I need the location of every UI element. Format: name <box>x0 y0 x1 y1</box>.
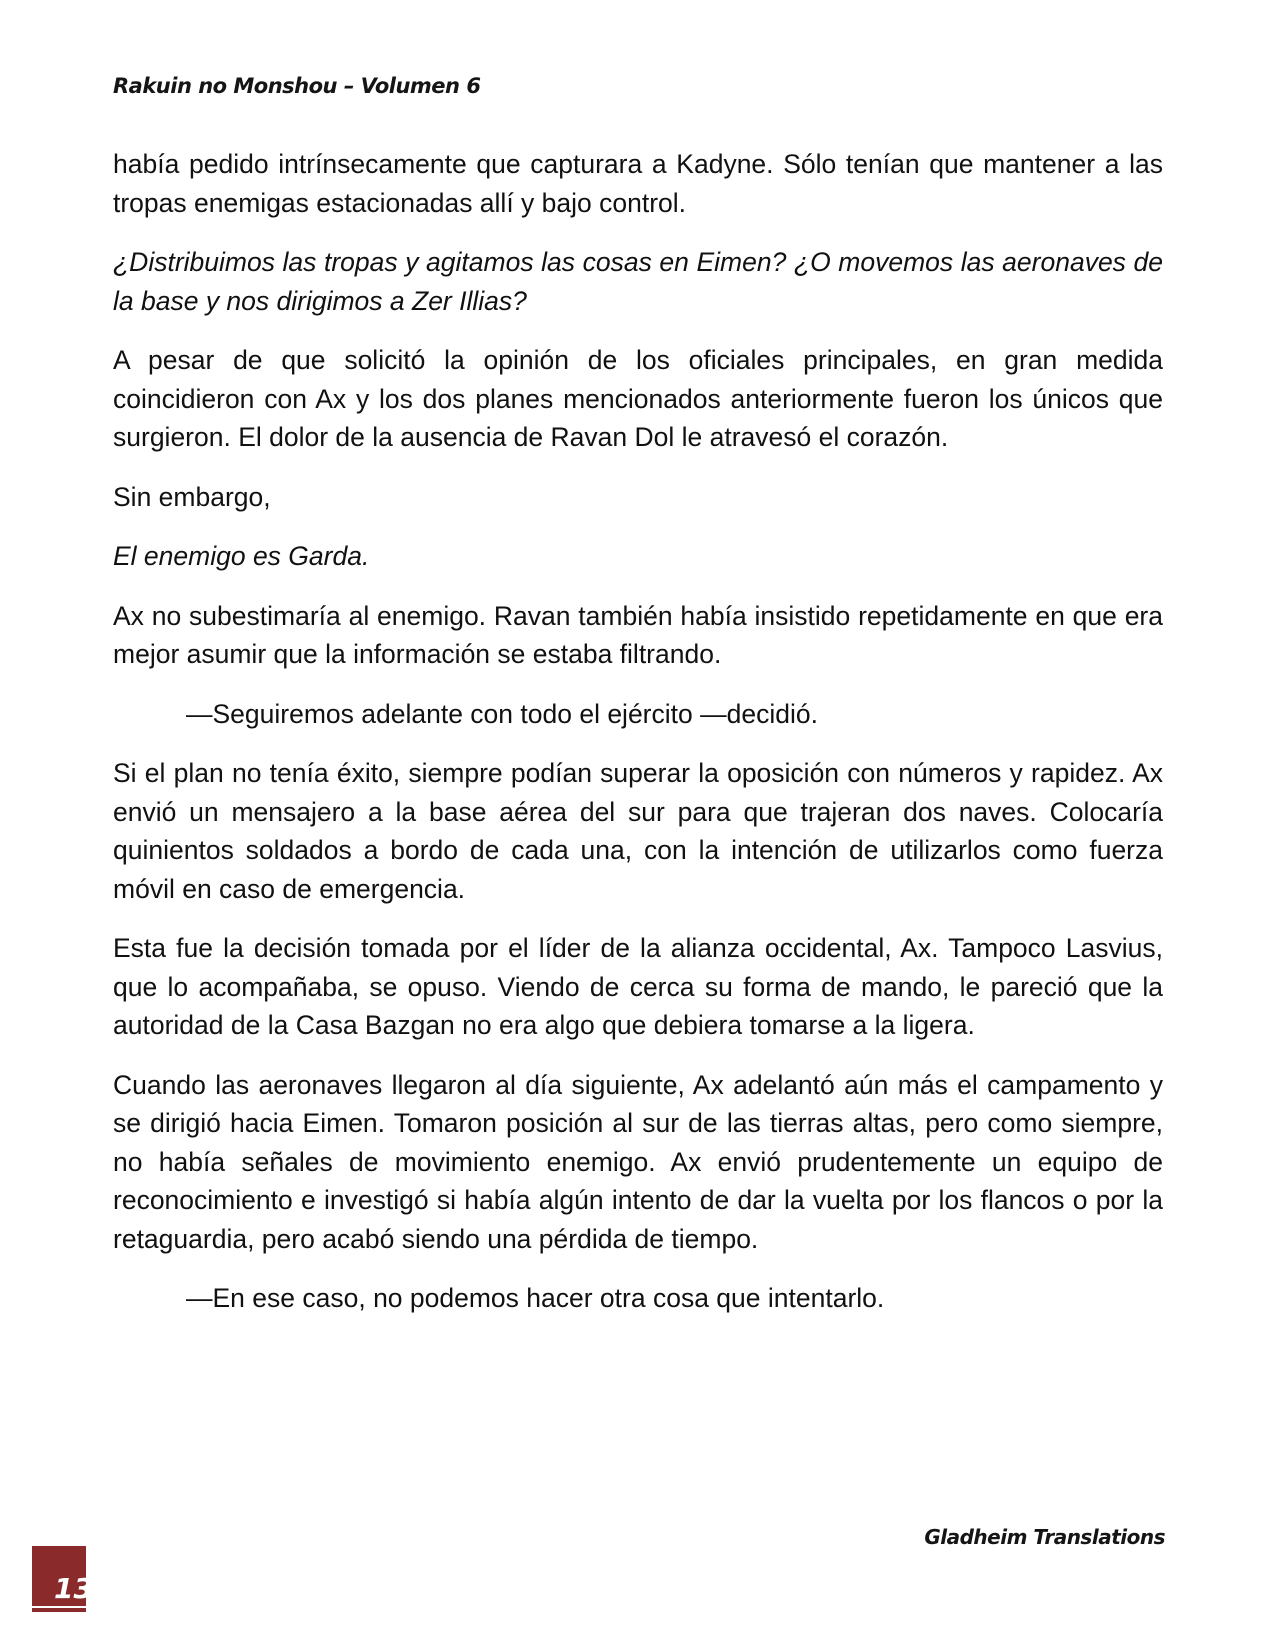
paragraph-thought: El enemigo es Garda. <box>113 541 370 571</box>
paragraph: Esta fue la decisión tomada por el líder de la alianza occidental, Ax. Tampoco Lasvius, que lo acompañaba, se opuso. Viendo de cerca su forma de mando, le pareció que la autoridad de la Casa Bazgan no era algo que debiera tomarse a la ligera. <box>113 933 1163 1040</box>
footer-credit: Gladheim Translations <box>924 1525 1165 1549</box>
paragraph: A pesar de que solicitó la opinión de los oficiales principales, en gran medida coincidieron con Ax y los dos planes mencionados anteriormente fueron los únicos que surgieron. El dolor de la ausencia de Ravan Dol le atravesó el corazón. <box>113 345 1163 452</box>
paragraph: Sin embargo, <box>113 481 271 512</box>
page-number-underline <box>32 1606 86 1608</box>
paragraph: Ax no subestimaría al enemigo. Ravan también había insistido repetidamente en que era mejor asumir que la información se estaba filtrando. <box>113 600 1163 669</box>
page-body <box>113 145 1163 1339</box>
paragraph: había pedido intrínsecamente que capturara a Kadyne. Sólo tenían que mantener a las tropas enemigas estacionadas allí y bajo control. <box>113 149 1163 218</box>
paragraph-dialogue: —En ese caso, no podemos hacer otra cosa que intentarlo. <box>186 1283 885 1313</box>
paragraph: Si el plan no tenía éxito, siempre podían superar la oposición con números y rapidez. Ax envió un mensajero a la base aérea del sur para que trajeran dos naves. Colocaría quinientos soldados a bordo de cada una, con la intención de utilizarlos como fuerza móvil en caso de emergencia. <box>113 758 1163 904</box>
paragraph-dialogue: —Seguiremos adelante con todo el ejército —decidió. <box>186 698 818 729</box>
page-number: 13 <box>54 1572 93 1605</box>
paragraph-thought: ¿Distribuimos las tropas y agitamos las cosas en Eimen? ¿O movemos las aeronaves de la base y nos dirigimos a Zer Illias? <box>113 247 1163 316</box>
paragraph: Cuando las aeronaves llegaron al día siguiente, Ax adelantó aún más el campamento y se dirigió hacia Eimen. Tomaron posición al sur de las tierras altas, pero como siempre, no había señales de movimiento enemigo. Ax envió prudentemente un equipo de reconocimiento e investigó si había algún intento de dar la vuelta por los flancos o por la retaguardia, pero acabó siendo una pérdida de tiempo. <box>113 1069 1163 1254</box>
page-number-badge <box>32 1546 93 1612</box>
running-header-title: Rakuin no Monshou – Volumen 6 <box>113 74 481 98</box>
